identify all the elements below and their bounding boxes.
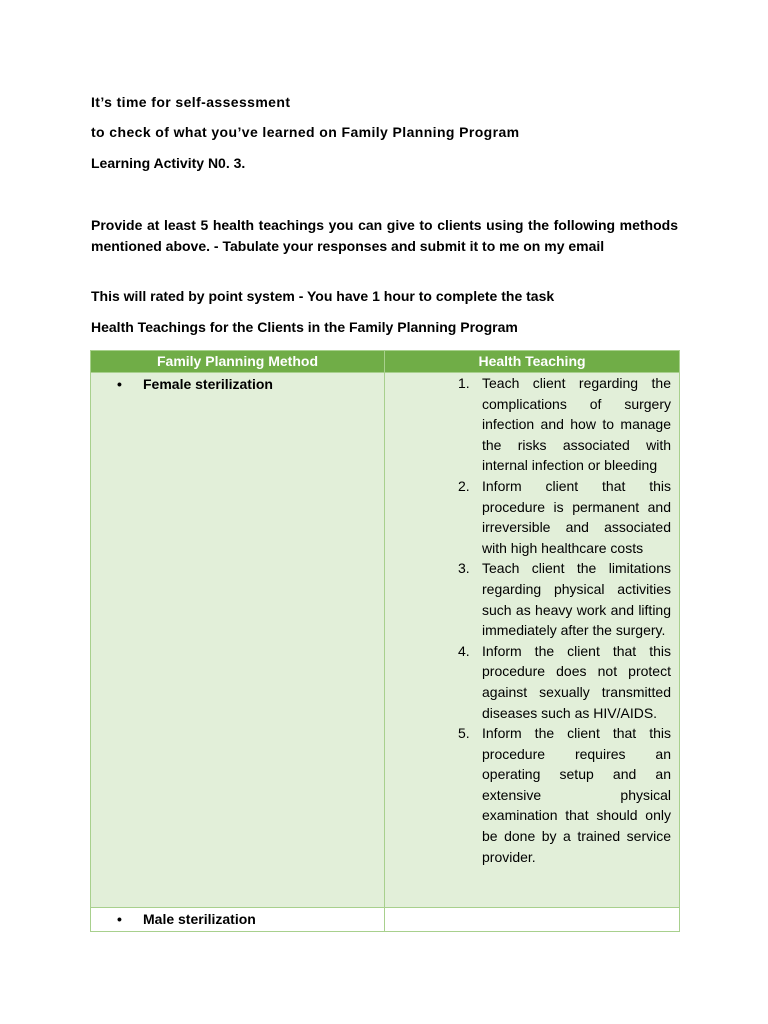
table-row — [91, 908, 680, 932]
teaching-number: 1. — [458, 375, 470, 391]
teaching-text: Inform the client that this procedure does not protect against sexually transmitted diseases such as HIV/AIDS. — [482, 642, 671, 721]
teaching-list — [385, 373, 679, 867]
method-item — [91, 908, 384, 931]
intro-line-2: to check of what you’ve learned on Family Planning Program — [91, 124, 520, 140]
teaching-item — [458, 723, 671, 867]
teaching-cell — [385, 373, 680, 908]
header-health-teaching: Health Teaching — [385, 351, 680, 373]
table-row — [91, 373, 680, 908]
teaching-item — [458, 641, 671, 723]
teaching-number: 4. — [458, 642, 470, 659]
teaching-text: Teach client the limitations regarding physical activities such as heavy work and lifting immediately after the surgery. — [482, 560, 671, 639]
table-title: Health Teachings for the Clients in the Family Planning Program — [91, 319, 518, 335]
teaching-text: Inform client that this procedure is permanent and irreversible and associated with high healthcare costs — [482, 477, 671, 556]
teaching-text: Teach client regarding the complications of surgery infection and how to manage the risks associated with internal infection or bleeding — [482, 375, 671, 474]
instruction-paragraph: Provide at least 5 health teachings you can give to clients using the following methods mentioned above. - Tabulate your responses and submit it to me on my email — [91, 217, 678, 254]
table-header-row — [91, 351, 680, 373]
teaching-item — [458, 476, 671, 558]
method-cell — [91, 373, 385, 908]
teaching-number: 5. — [458, 725, 470, 742]
method-label: Male sterilization — [143, 911, 256, 927]
rating-note: This will rated by point system - You have 1 hour to complete the task — [91, 288, 555, 304]
method-item — [91, 373, 384, 396]
teaching-number: 3. — [458, 560, 470, 577]
method-label: Female sterilization — [143, 376, 273, 392]
intro-line-1: It’s time for self-assessment — [91, 94, 291, 110]
method-cell — [91, 908, 385, 932]
health-teaching-table — [90, 350, 680, 932]
teaching-number: 2. — [458, 477, 470, 494]
bullet-icon: • — [117, 376, 122, 392]
activity-title: Learning Activity N0. 3. — [91, 155, 246, 171]
bullet-icon: • — [117, 911, 122, 927]
teaching-text: Inform the client that this procedure requires an operating setup and an extensive physical examination that should only be done by a trained service provider. — [482, 725, 671, 865]
header-family-planning-method: Family Planning Method — [91, 351, 385, 373]
teaching-cell — [385, 908, 680, 932]
teaching-item — [458, 558, 671, 640]
teaching-item — [458, 373, 671, 476]
